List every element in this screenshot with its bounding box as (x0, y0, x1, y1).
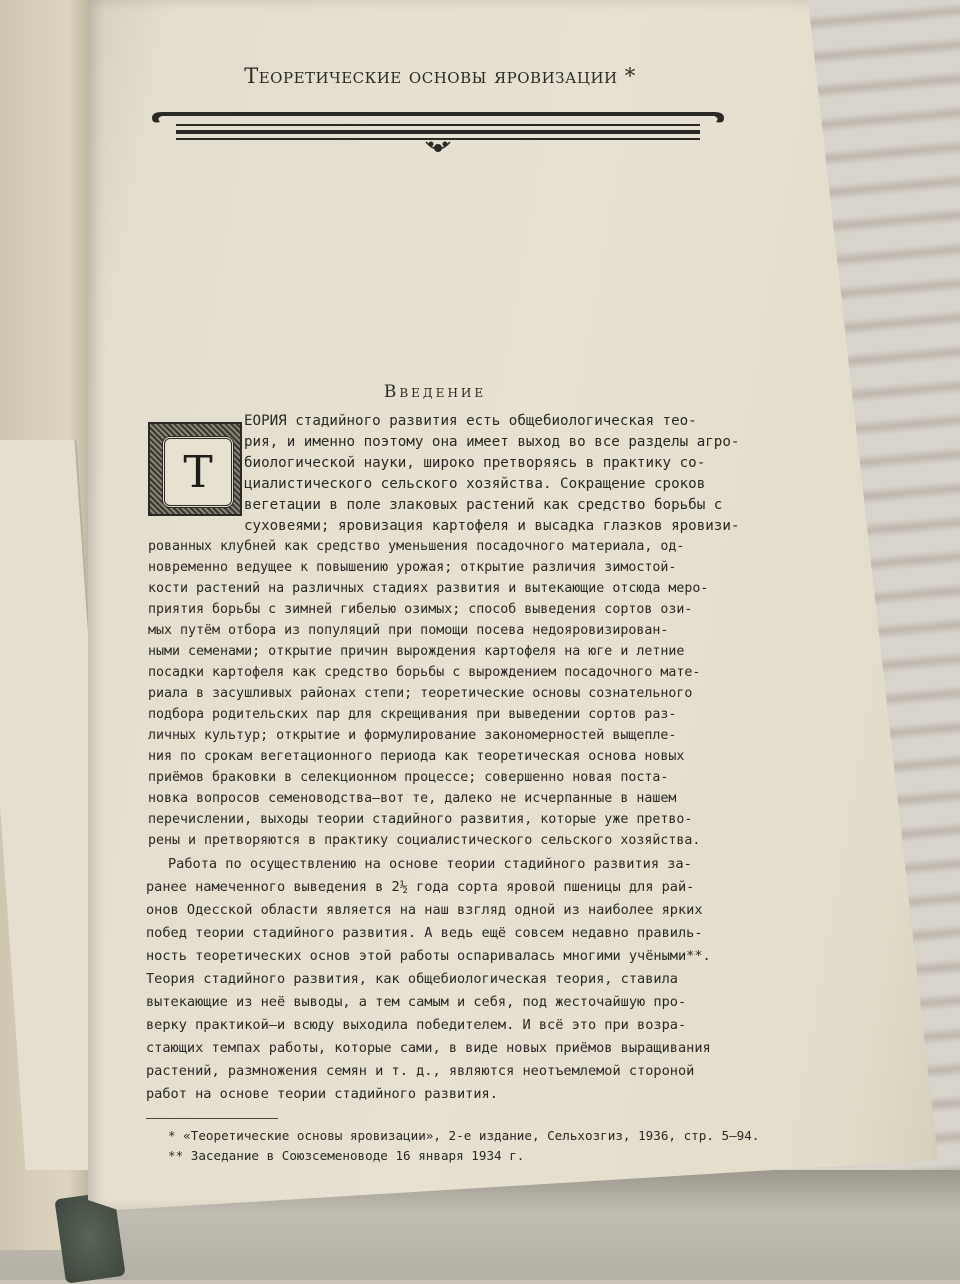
text-line: Работа по осуществлению на основе теории стадийного развития за- (168, 856, 692, 872)
text-line: рованных клубней как средство уменьшения посадочного материала, од- (148, 539, 685, 554)
text-line: ния по срокам вегетационного периода как теоретическая основа новых (148, 749, 685, 764)
text-line: ЕОРИЯ стадийного развития есть общебиологическая тео- (244, 413, 697, 429)
text-line: биологической науки, широко претворяясь в практику со- (244, 455, 706, 471)
text-line: работ на основе теории стадийного развития. (146, 1086, 498, 1102)
text-line: ность теоретических основ этой работы оспаривалась многими учёными**. (146, 948, 711, 964)
text-line: Теория стадийного развития, как общебиологическая теория, ставила (146, 971, 678, 987)
footnote: ** Заседание в Союзсеменоводе 16 января 1934 г. (168, 1148, 525, 1163)
text-line: подбора родительских пар для скрещивания при выведении сортов раз- (148, 707, 677, 722)
text-line: побед теории стадийного развития. А ведь ещё совсем недавно правиль- (146, 925, 703, 941)
text-line: циалистического сельского хозяйства. Сокращение сроков (244, 476, 706, 492)
text-line: рены и претворяются в практику социалистического сельского хозяйства. (148, 833, 701, 848)
text-line: кости растений на различных стадиях развития и вытекающие отсюда меро- (148, 581, 709, 596)
text-line: новременно ведущее к повышению урожая; открытие различия зимостой- (148, 560, 677, 575)
text-line: рия, и именно поэтому она имеет выход во все разделы агро- (244, 434, 740, 450)
footnote: * «Теоретические основы яровизации», 2-е издание, Сельхозгиз, 1936, стр. 5—94. (168, 1128, 760, 1143)
text-line: ными семенами; открытие причин вырождения картофеля на юге и летние (148, 644, 685, 659)
text-line: верку практикой—и всюду выходила победителем. И всё это при возра- (146, 1017, 687, 1033)
drop-cap (148, 422, 242, 516)
text-line: новка вопросов семеноводства—вот те, далеко не исчерпанные в нашем (148, 791, 677, 806)
text-line: приёмов браковки в селекционном процессе; совершенно новая поста- (148, 770, 669, 785)
running-title: Теоретические основы яровизации * (244, 64, 636, 88)
text-line: мых путём отбора из популяций при помощи посева недояровизирован- (148, 623, 669, 638)
ornament-divider-icon (148, 98, 728, 160)
text-line: вегетации в поле злаковых растений как средство борьбы с (244, 497, 723, 513)
text-line: суховеями; яровизация картофеля и высадка глазков яровизи- (244, 518, 740, 534)
text-line: приятия борьбы с зимней гибелью озимых; способ выведения сортов ози- (148, 602, 693, 617)
text-line: риала в засушливых районах степи; теоретические основы сознательного (148, 686, 693, 701)
section-title: Введение (383, 382, 487, 402)
text-line: стающих темпах работы, которые сами, в виде новых приёмов выращивания (146, 1040, 711, 1056)
text-line: растений, размножения семян и т. д., являются неотъемлемой стороной (146, 1063, 695, 1079)
text-line: личных культур; открытие и формулирование закономерностей выщепле- (148, 728, 677, 743)
footnote-divider (146, 1118, 278, 1119)
text-line: ранее намеченного выведения в 2½ года сорта яровой пшеницы для рай- (146, 879, 695, 895)
drop-cap-letter: Т (183, 446, 213, 498)
text-line: онов Одесской области является на наш взгляд одной из наиболее ярких (146, 902, 703, 918)
text-line: посадки картофеля как средство борьбы с вырождением посадочного мате- (148, 665, 701, 680)
text-line: перечислении, выходы теории стадийного развития, которые уже претво- (148, 812, 693, 827)
text-line: вытекающие из неё выводы, а тем самым и себя, под жесточайшую про- (146, 994, 687, 1010)
